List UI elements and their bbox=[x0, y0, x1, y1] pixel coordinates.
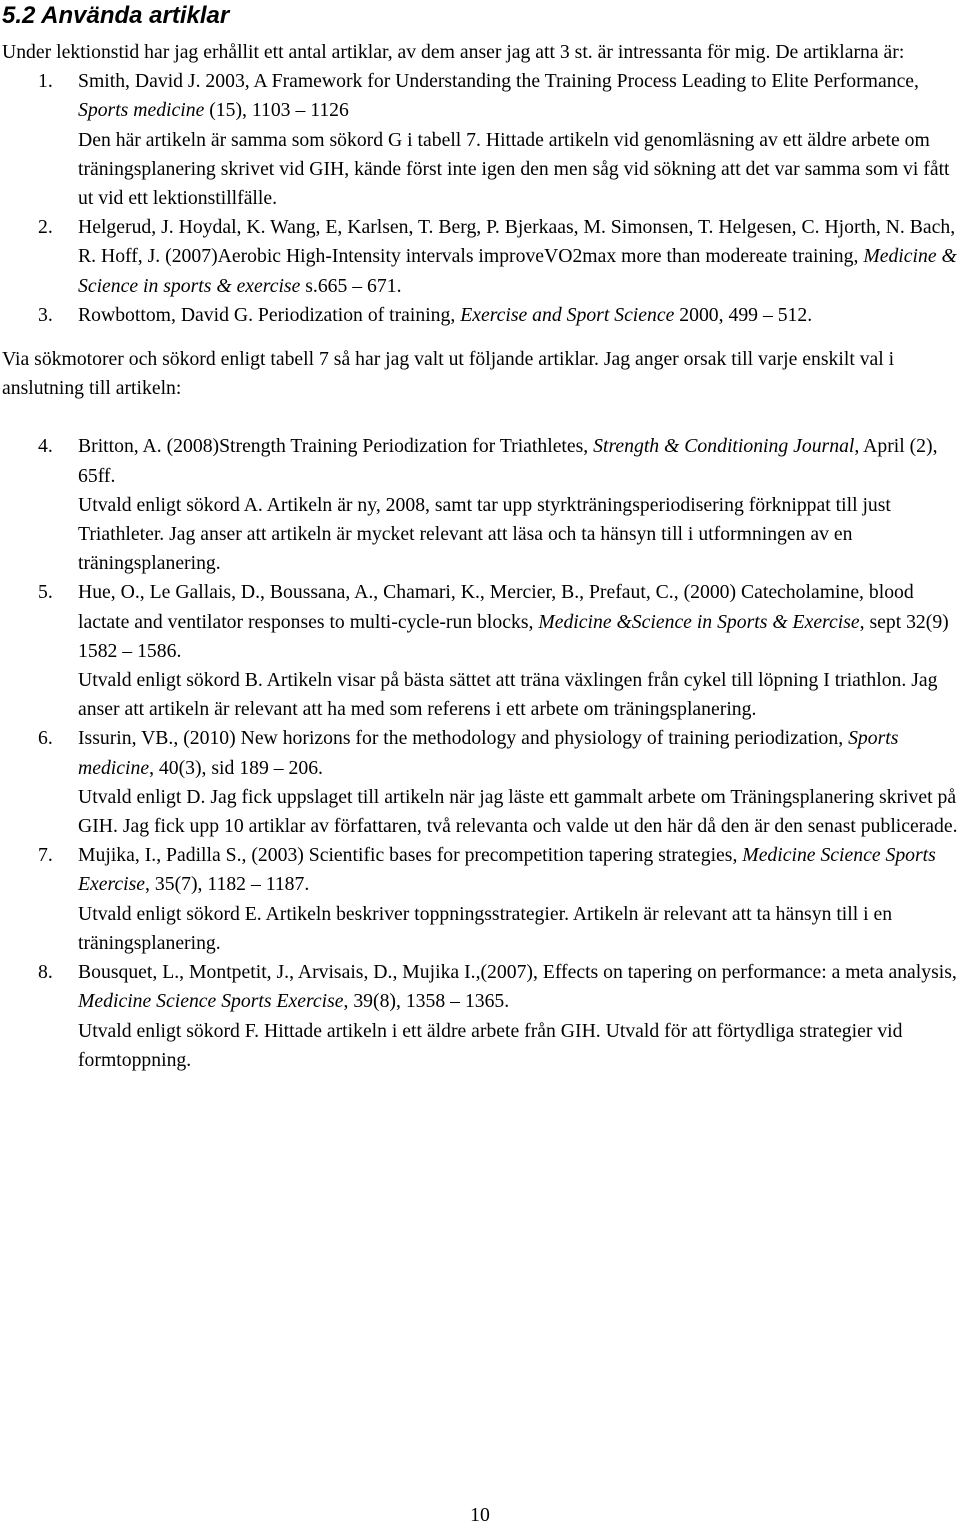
selection-paragraph: Via sökmotorer och sökord enligt tabell 7 så har jag valt ut följande artiklar. Jag anger orsak till varje enskilt val i anslutning till artikeln: bbox=[2, 348, 895, 400]
reference-number: 1. bbox=[38, 70, 53, 93]
reference-number: 7. bbox=[38, 844, 53, 867]
reference-journal: Exercise and Sport Science bbox=[460, 303, 675, 326]
reference-item-5 bbox=[2, 578, 958, 724]
reference-number: 6. bbox=[38, 727, 53, 750]
reference-item-8 bbox=[2, 958, 958, 1075]
reference-journal: Medicine Science Sports Exercise bbox=[78, 990, 344, 1013]
reference-note: Utvald enligt sökord E. Artikeln beskriver toppningsstrategier. Artikeln är relevant att ta hänsyn till i en träningsplanering. bbox=[78, 902, 893, 954]
reference-details: , 39(8), 1358 – 1365. bbox=[343, 990, 510, 1013]
reference-details: , 40(3), sid 189 – 206. bbox=[149, 756, 323, 779]
reference-number: 4. bbox=[38, 435, 53, 458]
reference-citation: Issurin, VB., (2010) New horizons for the methodology and physiology of training periodization, bbox=[78, 727, 849, 750]
reference-list-lecture bbox=[2, 67, 958, 330]
section-heading: 5.2 Använda artiklar bbox=[2, 2, 230, 29]
reference-journal: Medicine Science Sports Exercise bbox=[78, 844, 936, 896]
reference-citation: Mujika, I., Padilla S., (2003) Scientific bases for precompetition tapering strategies, bbox=[78, 844, 743, 867]
reference-citation: Bousquet, L., Montpetit, J., Arvisais, D., Mujika I.,(2007), Effects on tapering on performance: a meta analysis, bbox=[78, 961, 957, 984]
reference-number: 5. bbox=[38, 581, 53, 604]
reference-note: Den här artikeln är samma som sökord G i tabell 7. Hittade artikeln vid genomläsning av ett äldre arbete om träningsplanering skrivet vid GIH, kände först inte igen den men såg vid sökning att det var samma som vi fått ut vid ett lektionstillfälle. bbox=[78, 128, 950, 210]
page-number: 10 bbox=[470, 1504, 490, 1526]
reference-note: Utvald enligt sökord A. Artikeln är ny, 2008, samt tar upp styrkträningsperiodisering förknippat till just Triathleter. Jag anser att artikeln är mycket relevant att läsa och ta hänsyn till i utformningen av en träningsplanering. bbox=[78, 493, 891, 575]
reference-details: , 35(7), 1182 – 1187. bbox=[145, 873, 310, 896]
body-text bbox=[2, 38, 958, 1075]
reference-journal: Medicine &Science in Sports & Exercise bbox=[538, 610, 860, 633]
reference-details: , sept 32(9) 1582 – 1586. bbox=[78, 610, 949, 662]
reference-item-4 bbox=[2, 432, 958, 578]
reference-journal: Strength & Conditioning Journal bbox=[593, 435, 855, 458]
reference-journal: Sports medicine bbox=[78, 727, 899, 779]
reference-number: 3. bbox=[38, 303, 53, 326]
reference-citation: Smith, David J. 2003, A Framework for Understanding the Training Process Leading to Elite Performance, bbox=[78, 70, 919, 93]
reference-note: Utvald enligt D. Jag fick uppslaget till artikeln när jag läste ett gammalt arbete om Träningsplanering skrivet på GIH. Jag fick upp 10 artiklar av författaren, två relevanta och valde ut den här då den är den senast publicerade. bbox=[78, 785, 958, 838]
reference-list-search bbox=[2, 432, 958, 1074]
reference-details: , April (2), 65ff. bbox=[78, 435, 938, 487]
reference-number: 2. bbox=[38, 216, 53, 239]
reference-citation: Britton, A. (2008)Strength Training Periodization for Triathletes, bbox=[78, 435, 594, 458]
reference-item-2 bbox=[2, 213, 958, 301]
reference-citation: Helgerud, J. Hoydal, K. Wang, E, Karlsen, T. Berg, P. Bjerkaas, M. Simonsen, T. Helgesen, C. Hjorth, N. Bach, R. Hoff, J. (2007)Aerobic High-Intensity intervals improveVO2max more than modereate training, bbox=[78, 216, 956, 268]
reference-details: s.665 – 671. bbox=[300, 274, 402, 297]
reference-number: 8. bbox=[38, 961, 53, 984]
reference-journal: Sports medicine bbox=[78, 99, 205, 122]
reference-details: (15), 1103 – 1126 bbox=[204, 99, 349, 122]
reference-item-6 bbox=[2, 724, 958, 841]
reference-journal: Medicine & Science in sports & exercise bbox=[78, 245, 957, 297]
reference-item-7 bbox=[2, 841, 958, 958]
reference-item-3 bbox=[2, 301, 958, 330]
reference-note: Utvald enligt sökord B. Artikeln visar på bästa sättet att träna växlingen från cykel till löpning I triathlon. Jag anser att artikeln är relevant att ha med som referens i ett arbete om träningsplanering. bbox=[78, 669, 938, 721]
reference-citation: Rowbottom, David G. Periodization of training, bbox=[78, 303, 461, 326]
reference-item-1 bbox=[2, 67, 958, 213]
intro-paragraph: Under lektionstid har jag erhållit ett antal artiklar, av dem anser jag att 3 st. är intressanta för mig. De artiklarna är: bbox=[2, 41, 905, 63]
reference-note: Utvald enligt sökord F. Hittade artikeln i ett äldre arbete från GIH. Utvald för att förtydliga strategier vid formtoppning. bbox=[78, 1019, 903, 1071]
reference-citation: Hue, O., Le Gallais, D., Boussana, A., Chamari, K., Mercier, B., Prefaut, C., (2000) Catecholamine, blood lactate and ventilator responses to multi-cycle-run blocks, bbox=[78, 581, 914, 633]
reference-details: 2000, 499 – 512. bbox=[674, 303, 813, 326]
